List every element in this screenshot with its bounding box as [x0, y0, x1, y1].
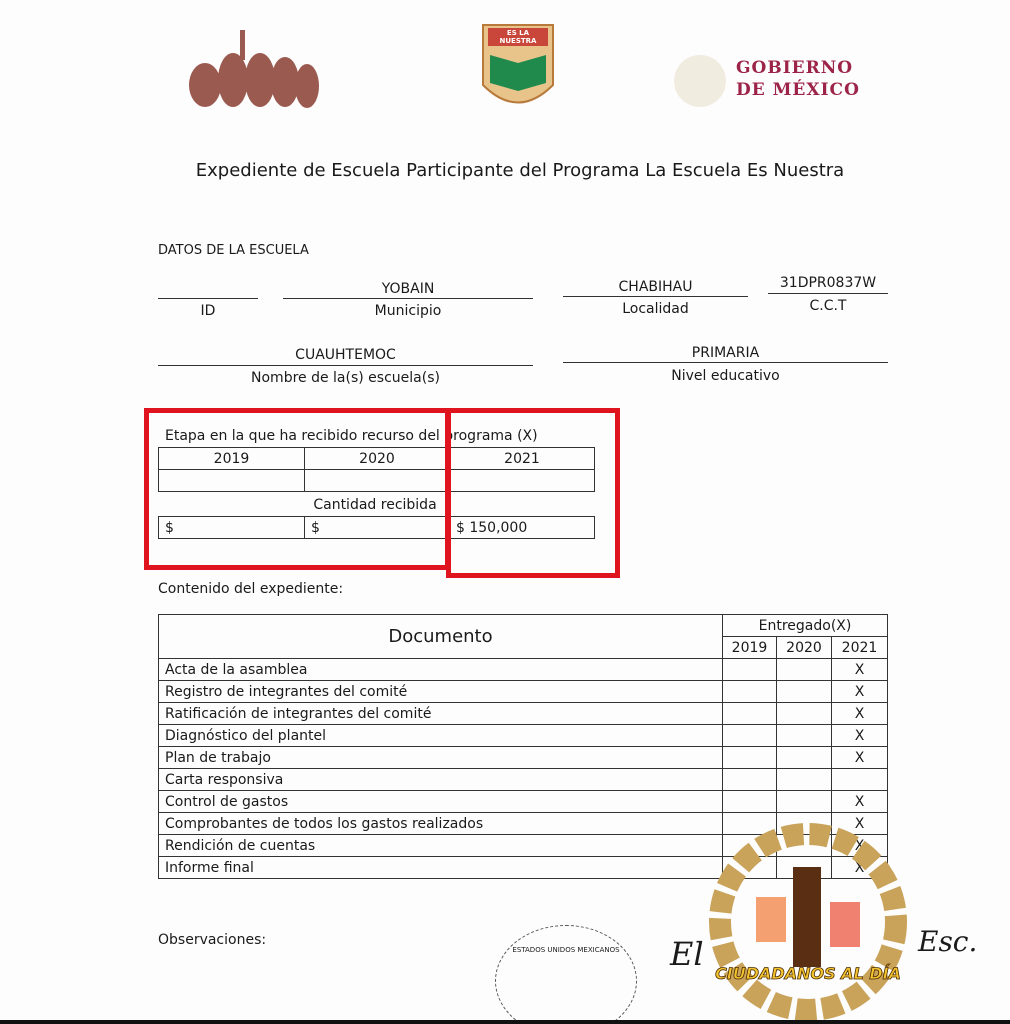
heroes-logo	[185, 30, 320, 110]
handwriting-end: Esc.	[918, 925, 978, 958]
mark-2019	[723, 659, 777, 681]
mark-2019	[723, 747, 777, 769]
program-logo	[478, 20, 558, 115]
nivel-label: Nivel educativo	[671, 368, 780, 384]
mark-2020	[777, 703, 832, 725]
official-seal	[495, 925, 637, 1024]
year-cell: 2019	[159, 448, 305, 470]
highlight-box-right	[446, 408, 620, 578]
observations-label: Observaciones:	[158, 932, 267, 948]
ciudadanos-al-dia-watermark	[708, 822, 908, 1022]
page-title: Expediente de Escuela Participante del Programa La Escuela Es Nuestra	[195, 160, 845, 181]
seal-text: ESTADOS UNIDOS MEXICANOS	[512, 946, 620, 954]
escuela-label: Nombre de la(s) escuela(s)	[251, 370, 440, 386]
gobierno-de-mexico-logo	[672, 55, 882, 115]
year-header: 2019	[723, 637, 777, 659]
mark-2020	[777, 681, 832, 703]
mark-2020	[777, 769, 832, 791]
localidad-value: CHABIHAU	[618, 279, 693, 295]
handwriting-start: El	[670, 935, 704, 973]
program-logo-text: ES LA NUESTRA	[499, 29, 537, 45]
localidad-label: Localidad	[622, 301, 689, 317]
document-name: Control de gastos	[159, 791, 723, 813]
municipio-label: Municipio	[374, 303, 442, 319]
watermark-text: CIUDADANOS AL DÍA	[715, 964, 901, 983]
mark-2019	[723, 703, 777, 725]
document-name: Plan de trabajo	[159, 747, 723, 769]
mark-2021: X	[832, 813, 888, 835]
nivel-value: PRIMARIA	[691, 345, 760, 361]
document-name: Carta responsiva	[159, 769, 723, 791]
table-row	[159, 681, 888, 703]
mark-2021	[832, 769, 888, 791]
gov-logo-text: GOBIERNO DE MÉXICO	[736, 58, 860, 100]
mark-2021: X	[832, 835, 888, 857]
cct-value: 31DPR0837W	[779, 275, 877, 291]
mark-2019	[723, 725, 777, 747]
mark-2019	[723, 791, 777, 813]
mark-2019	[723, 681, 777, 703]
mark-2021: X	[832, 659, 888, 681]
document-name: Informe final	[159, 857, 723, 879]
table-row	[159, 703, 888, 725]
table-row	[159, 747, 888, 769]
highlight-box-left	[144, 408, 450, 570]
document-name: Ratificación de integrantes del comité	[159, 703, 723, 725]
mark-2020	[777, 725, 832, 747]
document-name: Comprobantes de todos los gastos realizados	[159, 813, 723, 835]
escuela-value: CUAUHTEMOC	[295, 347, 396, 363]
cct-label: C.C.T	[809, 298, 847, 314]
table-row	[159, 791, 888, 813]
year-cell: 2021	[450, 448, 595, 470]
mark-2020	[777, 659, 832, 681]
id-label: ID	[200, 303, 216, 319]
table-row	[159, 659, 888, 681]
municipio-value: YOBAIN	[381, 281, 435, 297]
mark-2021: X	[832, 703, 888, 725]
year-header: 2020	[777, 637, 832, 659]
document-name: Acta de la asamblea	[159, 659, 723, 681]
mark-2021: X	[832, 681, 888, 703]
mark-2021: X	[832, 747, 888, 769]
doc-header: Documento	[159, 615, 723, 659]
mark-2019	[723, 769, 777, 791]
amount-label: Cantidad recibida	[313, 497, 437, 513]
bottom-border	[0, 1020, 1010, 1024]
stage-title: Etapa en la que ha recibido recurso del programa (X)	[165, 428, 538, 444]
document-name: Diagnóstico del plantel	[159, 725, 723, 747]
table-row	[159, 769, 888, 791]
contents-title: Contenido del expediente:	[158, 581, 344, 597]
mark-2020	[777, 791, 832, 813]
document-name: Rendición de cuentas	[159, 835, 723, 857]
amount-cell: $	[159, 517, 305, 539]
mark-2021: X	[832, 791, 888, 813]
mark-2020	[777, 747, 832, 769]
mark-2021: X	[832, 725, 888, 747]
eagle-emblem-icon	[674, 55, 726, 107]
amount-cell: $	[305, 517, 450, 539]
delivered-header: Entregado(X)	[723, 615, 888, 637]
year-header: 2021	[832, 637, 888, 659]
section-title: DATOS DE LA ESCUELA	[158, 243, 309, 258]
amount-cell: $ 150,000	[450, 517, 595, 539]
year-cell: 2020	[305, 448, 450, 470]
table-row	[159, 725, 888, 747]
mark-2021: X	[832, 857, 888, 879]
document-name: Registro de integrantes del comité	[159, 681, 723, 703]
